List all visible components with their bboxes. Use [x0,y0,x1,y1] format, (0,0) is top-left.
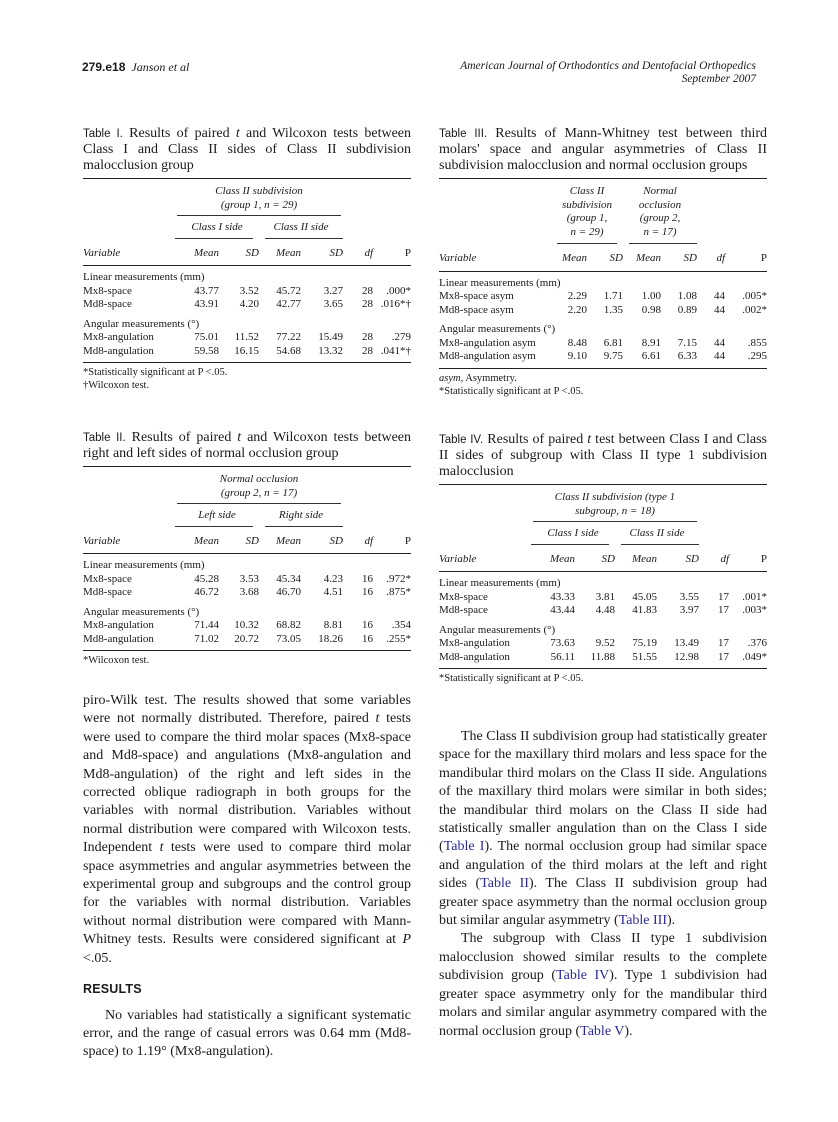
table-3-grid [439,179,767,364]
header-authors: Janson et al [131,60,190,74]
section-title: Linear measurements (mm) [83,559,205,571]
section-title: Angular measurements (°) [83,605,200,618]
right-body-text [439,728,767,1041]
table-row: Md8-space 43.91 4.20 42.77 3.65 28 .016*† [83,298,411,310]
methods-paragraph: piro-Wilk test. The results showed that some variables were not normally distributed. Therefore, paired t tests were used to compare the third molar spaces (Mx8-space and Md8-space) and angulations (Mx8-angulation and Md8-angulation) of the right and left sides in the corrected oblique radiograph in both groups for the variables with normal distribution. Variables without normal distribution were compared with Wilcoxon tests. Independent t tests were used to compare third molar space asymmetries and angular asymmetries between the experimental group and subgroups and the control group for the variables with normal distribution. Variables without normal distribution were compared with Mann-Whitney tests. Results were considered significant at P <.05. [83,693,411,966]
table-row: Md8-angulation 56.11 11.88 51.55 12.98 17 .049* [439,650,767,663]
table-4-caption: Table IV. Results of paired t test between Class I and Class II sides of subgroup with Class II type 1 subdivision malocclusion [439,432,767,479]
table-row: Mx8-angulation 75.01 11.52 77.22 15.49 28 .279 [83,331,411,343]
page-header [82,60,756,92]
group-header: Normal occlusion (group 2, n = 17) [219,473,299,499]
table-row: Mx8-angulation 71.44 10.32 68.82 8.81 16 .354 [83,619,411,631]
column-headers: Variable Mean SD Mean SD df P [439,552,767,565]
page-number: 279.e18 [82,60,126,74]
section-title: Angular measurements (°) [439,623,556,636]
column-headers: Variable Mean SD Mean SD df P [439,252,767,264]
column-headers: Variable Mean SD Mean SD df P [83,534,411,547]
table-3-caption: Table III. Results of Mann-Whitney test between third molars' space and angular asymmetries of Class II subdivision malocclusion and normal occlusion groups [439,126,767,173]
table-row: Mx8-space asym 2.29 1.71 1.00 1.08 44 .005* [439,290,767,302]
table-4-footnotes: *Statistically significant at P <.05. [439,673,584,684]
table-4-grid [439,485,767,664]
side-a-header: Class I side [547,527,599,539]
table-row: Md8-angulation asym 9.10 9.75 6.61 6.33 44 .295 [439,350,767,362]
section-title: Linear measurements (mm) [439,577,561,589]
side-b-header: Right side [278,509,324,521]
table-3-link[interactable]: Table III [618,913,668,929]
side-b-header: Class II side [629,527,685,539]
section-title: Linear measurements (mm) [83,271,205,283]
results-paragraph-2: The Class II subdivision group had statistically greater space for the maxillary third molars and less space for the mandibular third molars on the Class II side. Angulations of the maxillary third molars were similar in both sides; the mandibular third molars on the Class II side had statistically smaller angulation than on the Class I side (Table I). The normal occlusion group had similar space and angulation of the third molars at the left and right sides (Table II). The Class II subdivision group had greater space asymmetry than the normal occlusion group but similar angular asymmetry (Table III). [439,729,767,929]
side-a-header: Left side [198,509,236,521]
journal-title: American Journal of Orthodontics and Dentofacial Orthopedics [460,60,756,72]
group-header: Class II subdivision (group 1, n = 29) [215,185,303,211]
group-header: Class II subdivision (type 1 subgroup, n = 18) [554,491,676,517]
table-1-link[interactable]: Table I [443,839,485,855]
issue-date: September 2007 [681,73,756,85]
table-row: Mx8-angulation asym 8.48 6.81 8.91 7.15 44 .855 [439,336,767,349]
section-title: Angular measurements (°) [439,323,556,335]
table-bottom-rule [83,362,411,363]
left-body-text [83,692,411,1062]
side-b-header: Class II side [273,221,329,233]
table-row: Mx8-angulation 73.63 9.52 75.19 13.49 17 .376 [439,637,767,649]
group-a-header: Class II subdivision (group 1, n = 29) [561,185,613,238]
table-row: Md8-space asym 2.20 1.35 0.98 0.89 44 .002* [439,303,767,316]
table-3 [439,126,767,398]
side-a-header: Class I side [191,221,243,233]
table-2-link[interactable]: Table II [480,876,529,892]
table-1 [83,126,411,392]
table-1-caption: Table I. Results of paired t and Wilcoxon tests between Class I and Class II sides of Class II subdivision malocclusion group [83,126,412,173]
table-1-footnotes: *Statistically significant at P <.05. †Wilcoxon test. [83,367,228,391]
table-bottom-rule [439,368,767,369]
results-paragraph-1: No variables had statistically a significant systematic error, and the range of casual errors was 0.64 mm (Md8-space) to 1.19° (Mx8-angulation). [83,1007,411,1060]
table-row: Mx8-space 43.77 3.52 45.72 3.27 28 .000* [83,284,411,297]
table-row: Md8-angulation 71.02 20.72 73.05 18.26 16 .255* [83,632,411,645]
section-title: Linear measurements (mm) [439,276,561,289]
table-2-caption: Table II. Results of paired t and Wilcoxon tests between right and left sides of normal occlusion group [83,430,412,461]
column-headers: Variable Mean SD Mean SD df P [83,246,411,259]
table-bottom-rule [439,668,767,669]
table-2 [83,430,411,667]
header-right [460,60,756,86]
table-row: Md8-space 43.44 4.48 41.83 3.97 17 .003* [439,604,767,616]
table-row: Md8-angulation 59.58 16.15 54.68 13.32 28 .041*† [83,344,411,357]
table-3-footnotes: asym, Asymmetry. *Statistically significant at P <.05. [439,372,584,397]
table-row: Mx8-space 45.28 3.53 45.34 4.23 16 .972* [83,572,411,585]
results-paragraph-3: The subgroup with Class II type 1 subdivision malocclusion showed similar results to the complete subdivision group (Table IV). Type 1 subdivision had greater space asymmetry only for the mandibular third molars and similar angular asymmetry compared with the normal occlusion group (Table V). [439,931,768,1039]
table-bottom-rule [83,650,411,651]
table-4 [439,432,767,685]
header-left [82,60,189,75]
table-2-footnotes: *Wilcoxon test. [83,655,150,666]
results-heading: RESULTS [83,982,142,997]
table-2-grid [83,467,411,646]
table-1-grid [83,179,411,358]
table-row: Md8-space 46.72 3.68 46.70 4.51 16 .875* [83,586,411,598]
section-title: Angular measurements (°) [83,317,200,330]
table-5-link[interactable]: Table V [580,1023,625,1039]
table-row: Mx8-space 43.33 3.81 45.05 3.55 17 .001* [439,590,767,603]
group-b-header: Normal occlusion (group 2, n = 17) [638,185,682,238]
table-4-link[interactable]: Table IV [556,968,610,984]
